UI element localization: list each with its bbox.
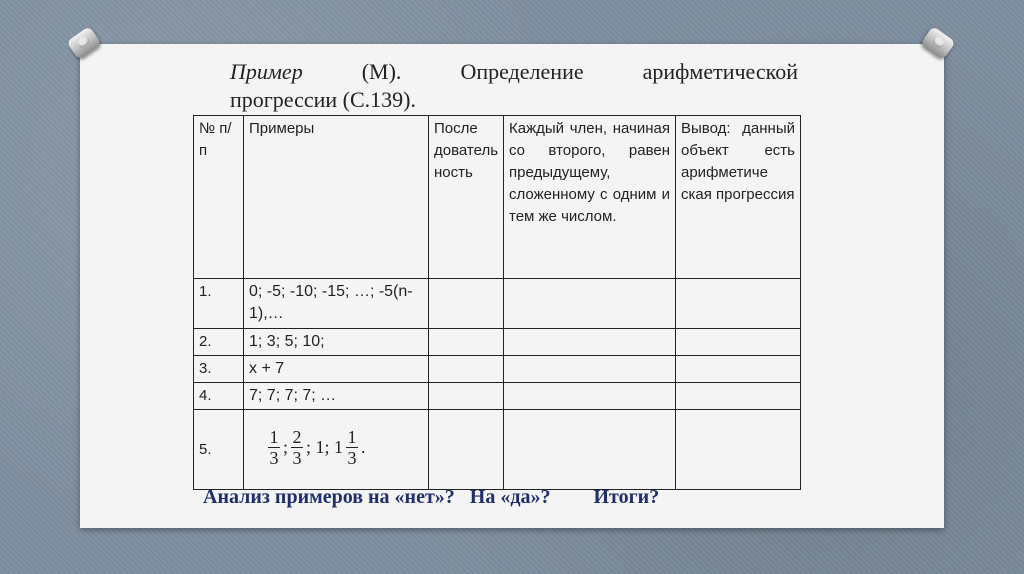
table-row	[194, 383, 801, 410]
table-row	[194, 329, 801, 356]
table-row	[194, 410, 801, 490]
empty-cell	[676, 329, 801, 356]
row-number: 4.	[194, 383, 244, 410]
row-example: x + 7	[244, 356, 429, 383]
header-definition: Каждый член, начиная со второго, равен предыдущему, сложенному с одним и тем же числом.	[504, 116, 676, 279]
empty-cell	[504, 410, 676, 490]
question-results: Итоги?	[593, 486, 660, 508]
row-example: 7; 7; 7; 7; …	[244, 383, 429, 410]
heading-word: арифметической	[642, 59, 798, 84]
denominator: 3	[292, 447, 302, 468]
empty-cell	[676, 279, 801, 329]
denominator: 3	[269, 447, 279, 468]
header-sequence: После дователь ность	[429, 116, 504, 279]
footer-questions	[203, 486, 803, 509]
empty-cell	[504, 329, 676, 356]
empty-cell	[676, 410, 801, 490]
terminator: .	[361, 437, 366, 457]
fraction	[346, 427, 358, 468]
table-row	[194, 279, 801, 329]
empty-cell	[429, 383, 504, 410]
empty-cell	[429, 329, 504, 356]
denominator: 3	[347, 447, 357, 468]
examples-table	[193, 115, 801, 490]
empty-cell	[504, 383, 676, 410]
numerator: 2	[292, 426, 302, 447]
row-number: 1.	[194, 279, 244, 329]
row-example: 0; -5; -10; -15; …; -5(n-1),…	[244, 279, 429, 329]
row-number: 2.	[194, 329, 244, 356]
fraction	[268, 427, 280, 468]
row-example-fractions	[244, 410, 429, 490]
table-header-row	[194, 116, 801, 279]
fraction	[291, 427, 303, 468]
heading-word: Пример	[230, 59, 303, 84]
table-row	[194, 356, 801, 383]
row-number: 5.	[194, 410, 244, 490]
heading-word: Определение	[460, 59, 584, 84]
separator: ; 1; 1	[306, 437, 344, 457]
empty-cell	[676, 356, 801, 383]
numerator: 1	[269, 426, 279, 447]
numerator: 1	[347, 426, 357, 447]
empty-cell	[429, 279, 504, 329]
question-yes: На «да»?	[469, 486, 551, 508]
separator: ;	[283, 437, 289, 457]
empty-cell	[676, 383, 801, 410]
empty-cell	[429, 356, 504, 383]
heading-line-2: прогрессии (С.139).	[230, 87, 417, 112]
question-no: Анализ примеров на «нет»?	[203, 486, 455, 508]
heading-word: (М).	[361, 59, 402, 84]
empty-cell	[504, 279, 676, 329]
header-number: № п/п	[194, 116, 244, 279]
empty-cell	[504, 356, 676, 383]
row-example: 1; 3; 5; 10;	[244, 329, 429, 356]
header-conclusion: Вывод: данный объект есть арифметиче ская прогрессия	[676, 116, 801, 279]
empty-cell	[429, 410, 504, 490]
row-number: 3.	[194, 356, 244, 383]
header-examples: Примеры	[244, 116, 429, 279]
slide-heading	[230, 58, 798, 114]
